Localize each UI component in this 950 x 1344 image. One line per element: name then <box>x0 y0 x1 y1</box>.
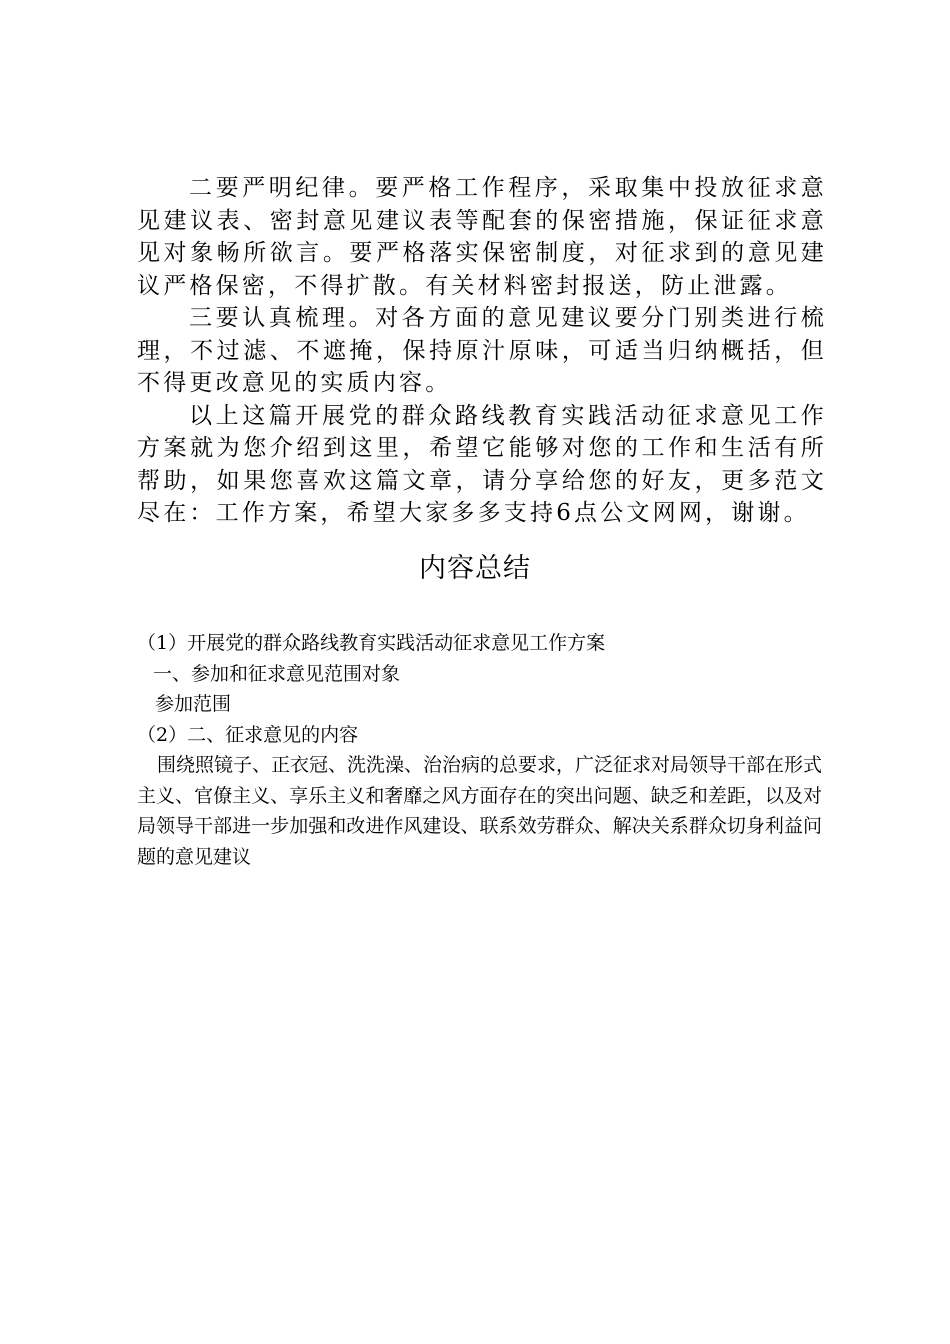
summary-item-4: （2）二、征求意见的内容 <box>137 723 359 746</box>
summary-section <box>137 628 822 872</box>
paragraph-closing: 以上这篇开展党的群众路线教育实践活动征求意见工作方案就为您介绍到这里，希望它能够对您的工作和生活有所帮助，如果您喜欢这篇文章，请分享给您的好友，更多范文尽在：工作方案，希望大家多多支持6点公文网网，谢谢。 <box>137 402 827 526</box>
paragraph-discipline: 二要严明纪律。要严格工作程序，采取集中投放征求意见建议表、密封意见建议表等配套的保密措施，保证征求意见对象畅所欲言。要严格落实保密制度，对征求到的意见建议严格保密，不得扩散。有关材料密封报送，防止泄露。 <box>137 175 827 299</box>
summary-item-2: 一、参加和征求意见范围对象 <box>153 662 401 685</box>
summary-title: 内容总结 <box>419 553 531 584</box>
summary-item-3: 参加范围 <box>155 693 232 715</box>
summary-item-1: （1）开展党的群众路线教育实践活动征求意见工作方案 <box>137 632 606 654</box>
paragraph-review: 三要认真梳理。对各方面的意见建议要分门别类进行梳理，不过滤、不遮掩，保持原汁原味，可适当归纳概括，但不得更改意见的实质内容。 <box>137 305 827 396</box>
document-body <box>137 172 827 530</box>
summary-item-5: 围绕照镜子、正衣冠、洗洗澡、治治病的总要求，广泛征求对局领导干部在形式主义、官僚主义、享乐主义和奢靡之风方面存在的突出问题、缺乏和差距，以及对局领导干部进一步加强和改进作风建设、联系效劳群众、解决关系群众切身利益问题的意见建议 <box>137 754 823 868</box>
